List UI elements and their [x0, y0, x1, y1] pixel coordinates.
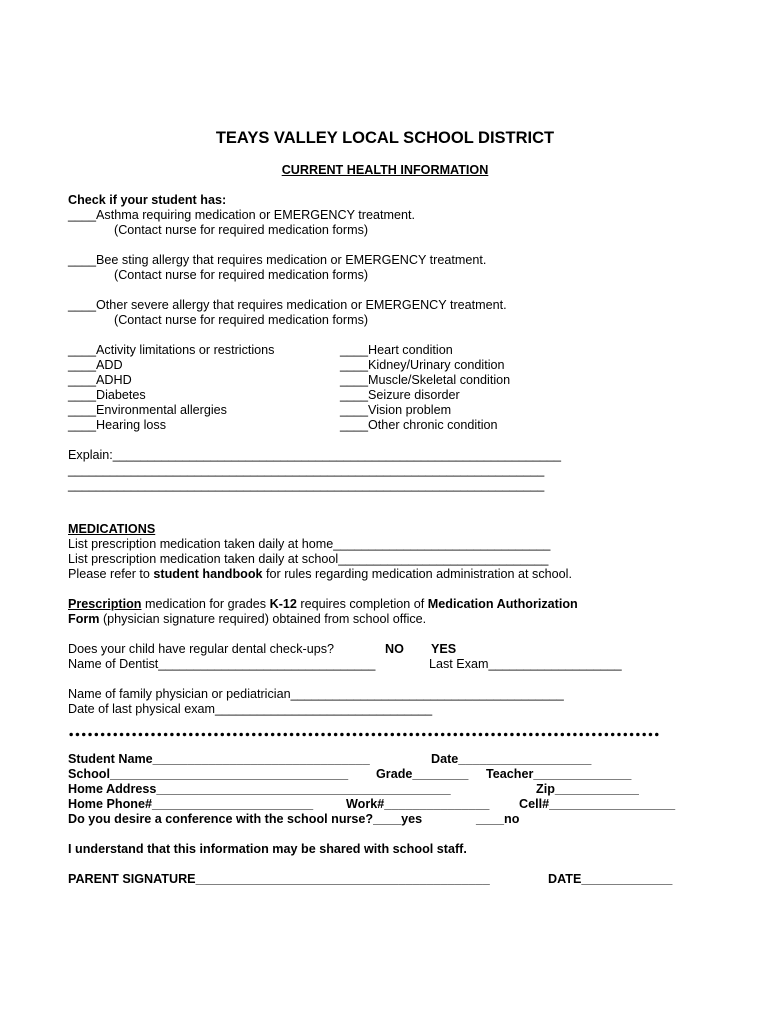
asthma-checkbox[interactable]: ____Asthma requiring medication or EMERGENCY treatment. — [68, 208, 415, 222]
explain-line[interactable]: ____________________________________________________________________ — [68, 463, 545, 477]
home-medication-field[interactable]: List prescription medication taken daily at home_______________________________ — [68, 537, 551, 551]
condition-checkbox[interactable]: ____Activity limitations or restrictions — [68, 343, 275, 357]
conference-no-option[interactable]: ____no — [476, 812, 520, 826]
consent-statement: I understand that this information may be shared with school staff. — [68, 842, 467, 856]
bee-sting-checkbox[interactable]: ____Bee sting allergy that requires medication or EMERGENCY treatment. — [68, 253, 487, 267]
condition-checkbox[interactable]: ____Heart condition — [340, 343, 453, 357]
condition-checkbox[interactable]: ____ADD — [68, 358, 123, 372]
condition-checkbox[interactable]: ____Kidney/Urinary condition — [340, 358, 505, 372]
dental-question: Does your child have regular dental check-ups? — [68, 642, 335, 656]
teacher-field[interactable]: Teacher______________ — [486, 767, 632, 781]
cut-line — [68, 732, 660, 737]
dentist-field[interactable]: Name of Dentist_______________________________ — [68, 657, 376, 671]
cell-phone-field[interactable]: Cell#__________________ — [519, 797, 676, 811]
physician-field[interactable]: Name of family physician or pediatrician_______________________________________ — [68, 687, 564, 701]
condition-checkbox[interactable]: ____ADHD — [68, 373, 132, 387]
date-field[interactable]: Date___________________ — [431, 752, 592, 766]
condition-checkbox[interactable]: ____Environmental allergies — [68, 403, 227, 417]
explain-field[interactable]: Explain:________________________________________________________________ — [68, 448, 562, 462]
page-subtitle: CURRENT HEALTH INFORMATION — [281, 163, 489, 177]
student-name-field[interactable]: Student Name_______________________________ — [68, 752, 370, 766]
last-physical-field[interactable]: Date of last physical exam_______________________________ — [68, 702, 433, 716]
home-phone-field[interactable]: Home Phone#_______________________ — [68, 797, 314, 811]
bee-sting-note: (Contact nurse for required medication forms) — [114, 268, 369, 282]
condition-checkbox[interactable]: ____Hearing loss — [68, 418, 167, 432]
condition-checkbox[interactable]: ____Diabetes — [68, 388, 146, 402]
severe-allergy-checkbox[interactable]: ____Other severe allergy that requires medication or EMERGENCY treatment. — [68, 298, 507, 312]
school-field[interactable]: School__________________________________ — [68, 767, 349, 781]
explain-line[interactable]: ____________________________________________________________________ — [68, 478, 545, 492]
home-address-field[interactable]: Home Address__________________________________________ — [68, 782, 451, 796]
school-medication-field[interactable]: List prescription medication taken daily at school______________________________ — [68, 552, 549, 566]
checklist-heading: Check if your student has: — [68, 193, 227, 207]
signature-date-field[interactable]: DATE_____________ — [548, 872, 673, 886]
work-phone-field[interactable]: Work#_______________ — [346, 797, 490, 811]
prescription-note: Prescription medication for grades K-12 requires completion of Medication Authorization — [68, 597, 578, 611]
prescription-note-cont: Form (physician signature required) obtained from school office. — [68, 612, 427, 626]
medications-heading: MEDICATIONS — [68, 522, 156, 536]
severe-allergy-note: (Contact nurse for required medication forms) — [114, 313, 369, 327]
asthma-note: (Contact nurse for required medication forms) — [114, 223, 369, 237]
condition-checkbox[interactable]: ____Vision problem — [340, 403, 452, 417]
handbook-note: Please refer to student handbook for rules regarding medication administration at school. — [68, 567, 572, 581]
condition-checkbox[interactable]: ____Muscle/Skeletal condition — [340, 373, 511, 387]
condition-checkbox[interactable]: ____Other chronic condition — [340, 418, 498, 432]
condition-checkbox[interactable]: ____Seizure disorder — [340, 388, 460, 402]
page-title: TEAYS VALLEY LOCAL SCHOOL DISTRICT — [215, 129, 555, 147]
last-exam-field[interactable]: Last Exam___________________ — [429, 657, 622, 671]
dental-yes-option[interactable]: YES — [431, 642, 457, 656]
conference-question[interactable]: Do you desire a conference with the school nurse?____yes — [68, 812, 423, 826]
dental-no-option[interactable]: NO — [385, 642, 404, 656]
zip-field[interactable]: Zip____________ — [536, 782, 639, 796]
parent-signature-field[interactable]: PARENT SIGNATURE__________________________________________ — [68, 872, 490, 886]
grade-field[interactable]: Grade________ — [376, 767, 469, 781]
